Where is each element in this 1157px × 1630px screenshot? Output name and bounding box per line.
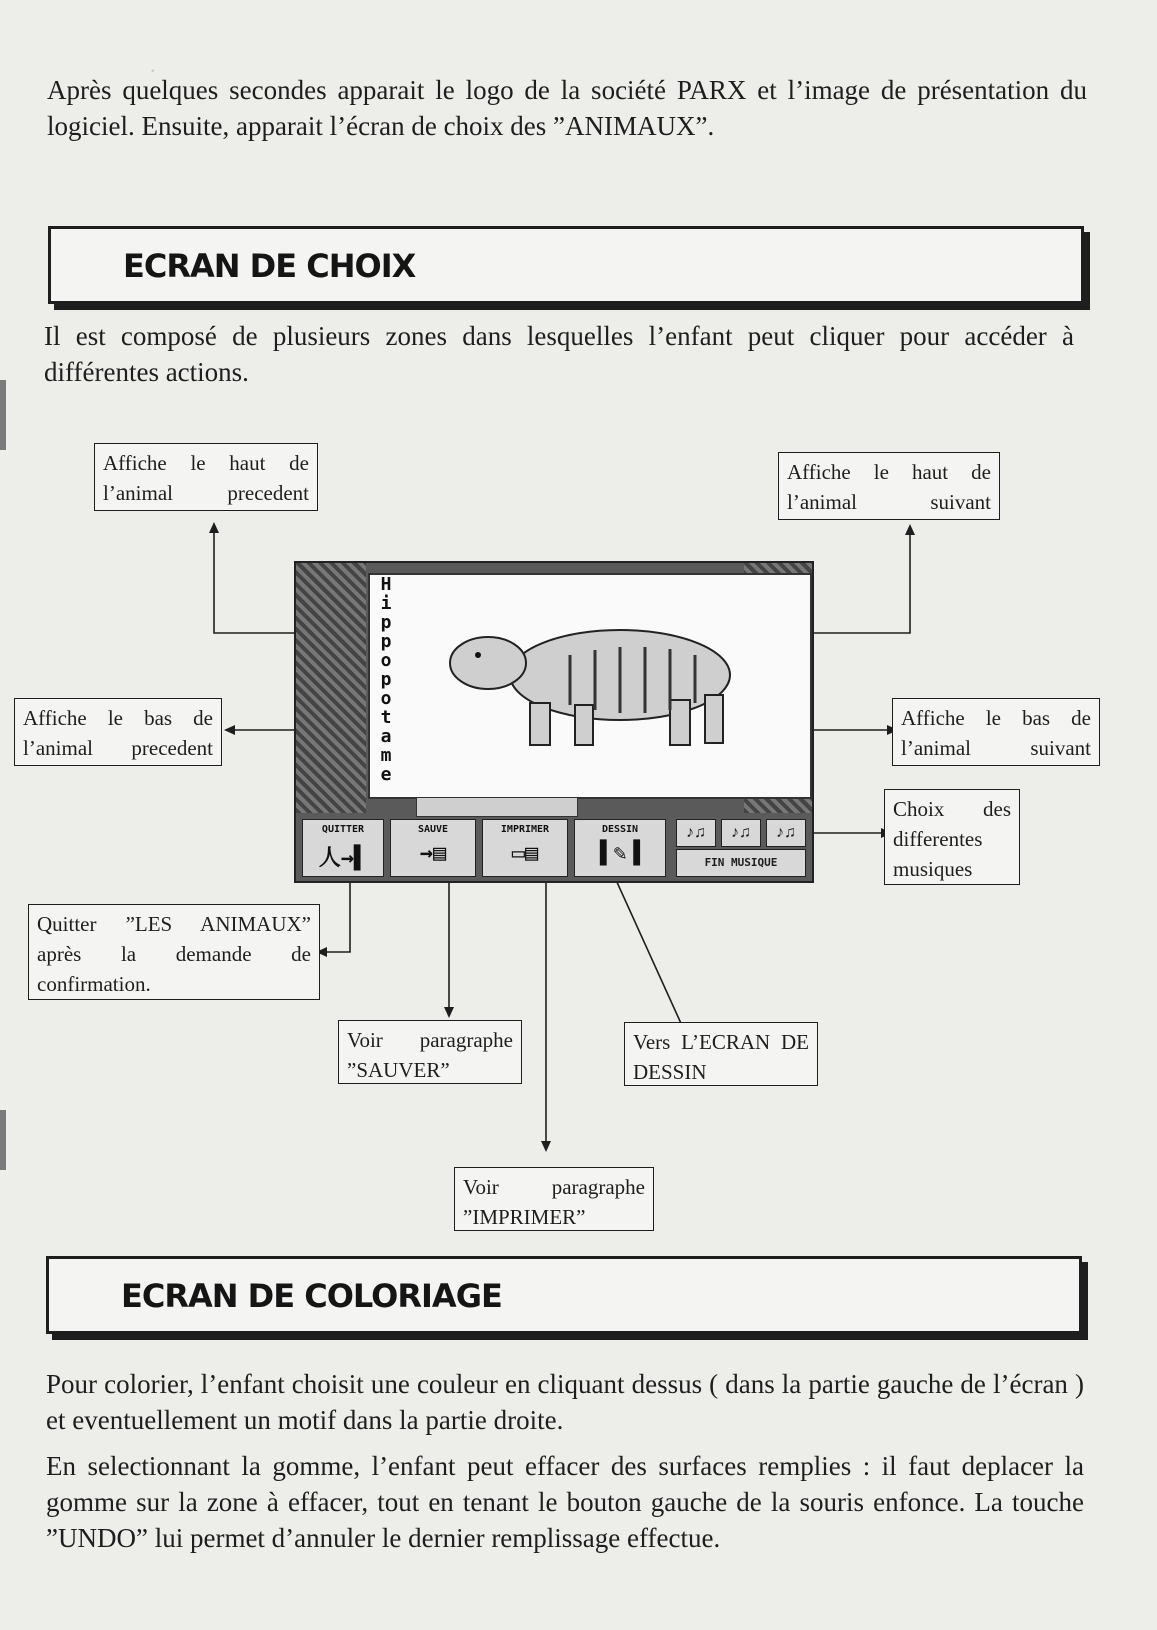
intro-paragraph: Après quelques secondes apparait le logo de la société PARX et l’image de présentation du logiciel. Ensuite, apparait l’écran de choix des ”ANIMAUX”.: [47, 75, 1087, 141]
bleed-through-text: .: [150, 52, 156, 77]
music-note-icon: ♪♫: [776, 824, 796, 841]
hippopotamus-image: [370, 575, 810, 797]
coloring-paragraph-1: Pour colorier, l’enfant choisit une couleur en cliquant dessus ( dans la partie gauche de l’écran ) et eventuellement un motif dans la partie droite.: [46, 1369, 1084, 1435]
music-3-button[interactable]: [766, 819, 806, 847]
music-2-button[interactable]: [721, 819, 761, 847]
callout-next-top: Affiche le haut de l’animal suivant: [778, 452, 1000, 520]
save-disk-icon: →▤: [419, 841, 447, 866]
software-screenshot: [294, 561, 814, 883]
coloring-paragraph-2: En selectionnant la gomme, l’enfant peut effacer des surfaces remplies : il faut deplacer la gomme sur la zone à effacer, tout en tenant le bouton gauche de la souris enfonce. La touche ”UNDO” lui permet d’annuler le dernier remplissage effectue.: [46, 1451, 1084, 1553]
quit-button[interactable]: QUITTER 人→▌: [302, 819, 384, 877]
arrowhead: [541, 1141, 551, 1152]
line-draw: [616, 880, 684, 1030]
music-note-icon: ♪♫: [686, 824, 706, 841]
callout-quit: Quitter ”LES ANIMAUX” après la demande de confirmation.: [28, 904, 320, 1000]
draw-button[interactable]: DESSIN ▌✎▐: [574, 819, 666, 877]
save-button[interactable]: SAUVE →▤: [390, 819, 476, 877]
animal-name-vertical: Hippopotame: [380, 574, 392, 785]
printer-icon: ▭▤: [511, 841, 539, 866]
music-1-button[interactable]: [676, 819, 716, 847]
title-strip: [416, 797, 578, 817]
callout-previous-bottom: Affiche le bas de l’animal precedent: [14, 698, 222, 766]
duck-drawing-icon: ▌✎▐: [600, 841, 640, 866]
section-title: ECRAN DE CHOIX: [123, 247, 416, 285]
animal-display-panel: [368, 573, 812, 799]
callout-music-choice: Choix des differentes musiques: [884, 789, 1020, 885]
callout-next-bottom: Affiche le bas de l’animal suivant: [892, 698, 1100, 766]
arrowhead: [444, 1007, 454, 1018]
line-top-right: [808, 532, 910, 633]
decor-left: [296, 563, 366, 813]
stop-music-button[interactable]: FIN MUSIQUE: [676, 849, 806, 877]
arrowhead: [905, 524, 915, 535]
callout-drawing-screen: Vers L’ECRAN DE DESSIN: [624, 1022, 818, 1086]
line-quit: [322, 880, 350, 952]
callout-print: Voir paragraphe ”IMPRIMER”: [454, 1167, 654, 1231]
quit-arrow-icon: 人→▌: [318, 846, 368, 871]
arrowhead: [209, 522, 219, 533]
print-button[interactable]: IMPRIMER ▭▤: [482, 819, 568, 877]
section-title: ECRAN DE COLORIAGE: [121, 1277, 502, 1315]
section-heading-coloriage: [46, 1256, 1082, 1334]
line-top-left: [214, 530, 300, 633]
section-paragraph: Il est composé de plusieurs zones dans lesquelles l’enfant peut cliquer pour accéder à différentes actions.: [44, 321, 1074, 387]
callout-previous-top: Affiche le haut de l’animal precedent: [94, 443, 318, 511]
music-note-icon: ♪♫: [731, 824, 751, 841]
arrowhead: [224, 725, 235, 735]
callout-save: Voir paragraphe ”SAUVER”: [338, 1020, 522, 1084]
